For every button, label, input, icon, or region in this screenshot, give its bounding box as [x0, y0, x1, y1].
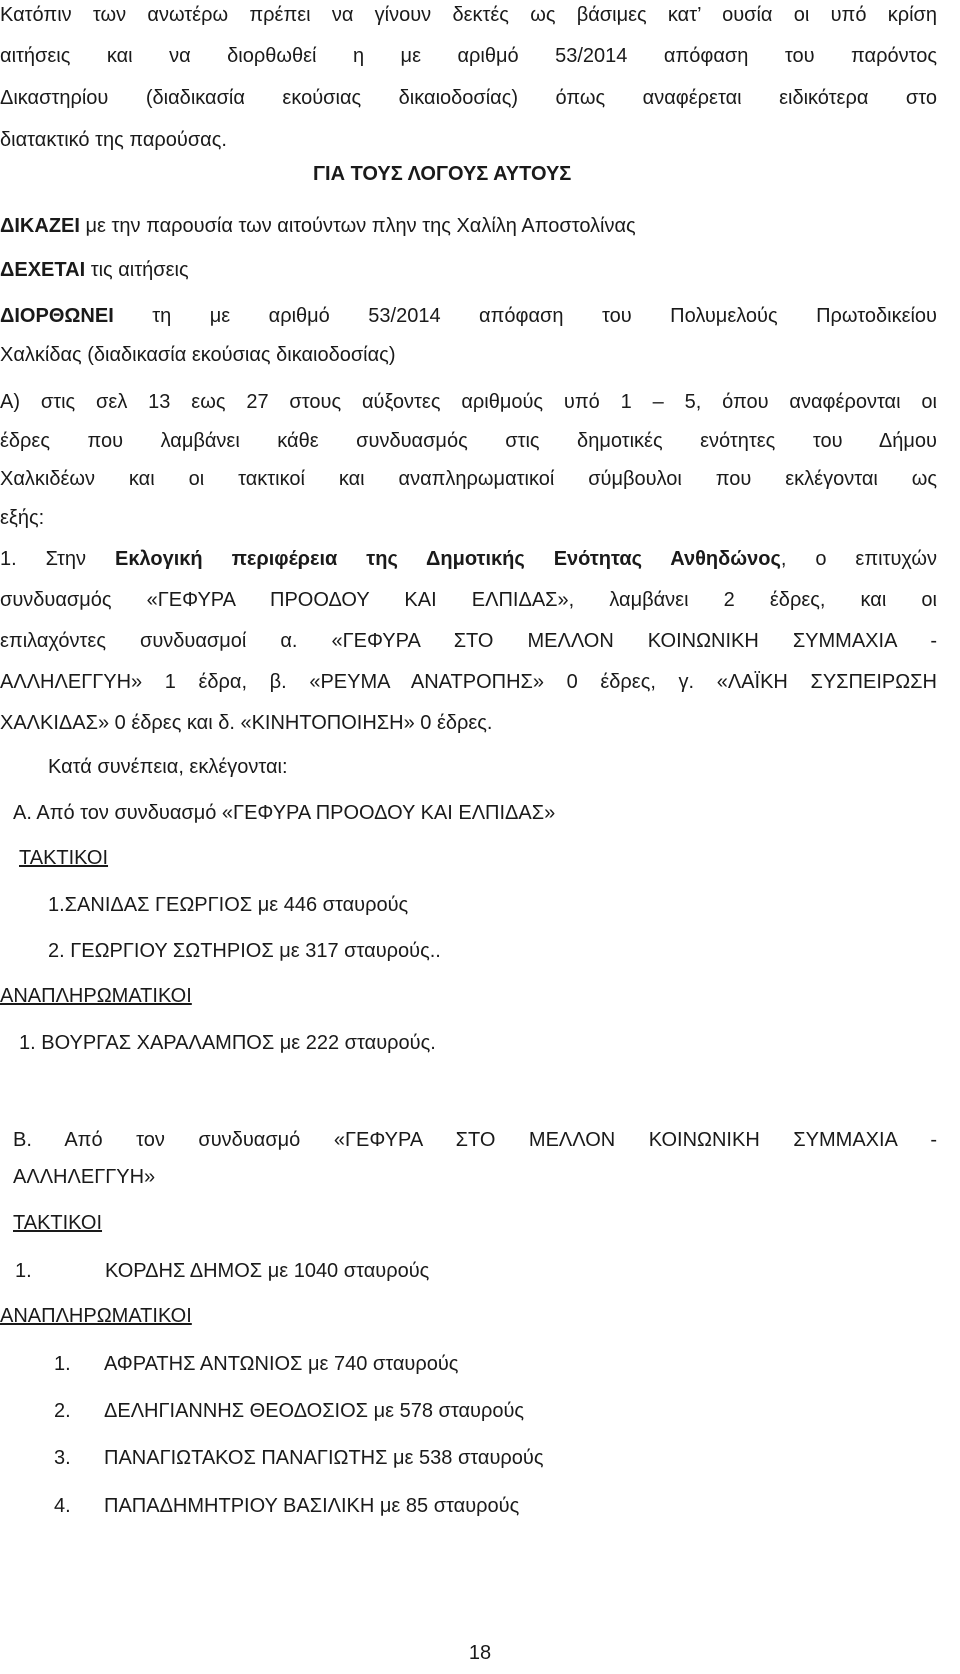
section-heading [313, 161, 571, 187]
dexetai-line [0, 257, 189, 283]
coalition-a-regular-label: ΤΑΚΤΙΚΟΙ [19, 847, 109, 869]
heading-text: ΓΙΑ ΤΟΥΣ ΛΟΓΟΥΣ ΑΥΤΟΥΣ [313, 163, 572, 185]
list-number: 1. [54, 1353, 71, 1375]
list-number: 1. [15, 1260, 32, 1282]
dexetai-keyword: ΔΕΧΕΤΑΙ [0, 259, 86, 281]
list-text: ΠΑΝΑΓΙΩΤΑΚΟΣ ΠΑΝΑΓΙΩΤΗΣ με 538 σταυρούς [104, 1447, 544, 1469]
coalition-b-substitute-2 [54, 1398, 524, 1424]
intro-line-3: Δικαστηρίου (διαδικασία εκούσιας δικαιοδοσίας) όπως αναφέρεται ειδικότερα στο [0, 87, 937, 109]
dexetai-text: τις αιτήσεις [85, 259, 189, 281]
item1-suffix: , ο επιτυχών [780, 548, 937, 570]
coalition-b-title-line-1: Β. Από τον συνδυασμό «ΓΕΦΥΡΑ ΣΤΟ ΜΕΛΛΟΝ ΚΟΙΝΩΝΙΚΗ ΣΥΜΜΑΧΙΑ - [13, 1129, 937, 1151]
coalition-a-regular-1: 1.ΣΑΝΙΔΑΣ ΓΕΩΡΓΙΟΣ με 446 σταυρούς [48, 894, 409, 916]
section-a-line-4: εξής: [0, 507, 45, 529]
coalition-a-substitute-1: 1. ΒΟΥΡΓΑΣ ΧΑΡΑΛΑΜΠΟΣ με 222 σταυρούς. [19, 1032, 436, 1054]
coalition-b-substitute-label: ΑΝΑΠΛΗΡΩΜΑΤΙΚΟΙ [0, 1305, 192, 1327]
diorthonei-text: τη με αριθμό 53/2014 απόφαση του Πολυμελούς Πρωτοδικείου [113, 305, 937, 327]
section-a-line-2: έδρες που λαμβάνει κάθε συνδυασμός στις δημοτικές ενότητες του Δήμου [0, 430, 937, 452]
item1-line-2: συνδυασμός «ΓΕΦΥΡΑ ΠΡΟΟΔΟΥ ΚΑΙ ΕΛΠΙΔΑΣ», λαμβάνει 2 έδρες, και οι [0, 589, 937, 611]
intro-line-1: Κατόπιν των ανωτέρω πρέπει να γίνουν δεκτές ως βάσιμες κατ’ ουσία οι υπό κρίση [0, 4, 937, 26]
coalition-b-substitute-4 [54, 1493, 519, 1519]
list-number: 3. [54, 1447, 71, 1469]
dikazei-keyword: ΔΙΚΑΖΕΙ [0, 215, 80, 237]
coalition-a-regular-2: 2. ΓΕΩΡΓΙΟΥ ΣΩΤΗΡΙΟΣ με 317 σταυρούς.. [48, 940, 441, 962]
section-a-line-1: Α) στις σελ 13 εως 27 στους αύξοντες αριθμούς υπό 1 – 5, όπου αναφέρονται οι [0, 391, 937, 413]
item1-line-3: επιλαχόντες συνδυασμοί α. «ΓΕΦΥΡΑ ΣΤΟ ΜΕΛΛΟΝ ΚΟΙΝΩΝΙΚΗ ΣΥΜΜΑΧΙΑ - [0, 630, 937, 652]
list-text: ΠΑΠΑΔΗΜΗΤΡΙΟΥ ΒΑΣΙΛΙΚΗ με 85 σταυρούς [104, 1495, 520, 1517]
diorthonei-keyword: ΔΙΟΡΘΩΝΕΙ [0, 305, 114, 327]
item1-line-5: ΧΑΛΚΙΔΑΣ» 0 έδρες και δ. «ΚΙΝΗΤΟΠΟΙΗΣΗ» 0 έδρες. [0, 712, 493, 734]
item1-line-4: ΑΛΛΗΛΕΓΓΥΗ» 1 έδρα, β. «ΡΕΥΜΑ ΑΝΑΤΡΟΠΗΣ» 0 έδρες, γ. «ΛΑΪΚΗ ΣΥΣΠΕΙΡΩΣΗ [0, 671, 937, 693]
intro-line-2: αιτήσεις και να διορθωθεί η με αριθμό 53/2014 απόφαση του παρόντος [0, 45, 937, 67]
section-a-line-3: Χαλκιδέων και οι τακτικοί και αναπληρωματικοί σύμβουλοι που εκλέγονται ως [0, 468, 937, 490]
coalition-a-substitute-label: ΑΝΑΠΛΗΡΩΜΑΤΙΚΟΙ [0, 985, 192, 1007]
coalition-b-substitute-3 [54, 1445, 544, 1471]
diorthonei-line-1 [0, 303, 937, 329]
dikazei-text: με την παρουσία των αιτούντων πλην της Χαλίλη Αποστολίνας [79, 215, 636, 237]
diorthonei-line-2: Χαλκίδας (διαδικασία εκούσιας δικαιοδοσίας) [0, 344, 396, 366]
page-number: 18 [468, 1642, 492, 1664]
coalition-b-title-line-2: ΑΛΛΗΛΕΓΓΥΗ» [13, 1166, 156, 1188]
coalition-b-regular-1 [15, 1258, 429, 1284]
dikazei-line [0, 213, 636, 239]
consequently-line: Κατά συνέπεια, εκλέγονται: [48, 756, 288, 778]
list-text: ΑΦΡΑΤΗΣ ΑΝΤΩΝΙΟΣ με 740 σταυρούς [104, 1353, 459, 1375]
list-text: ΔΕΛΗΓΙΑΝΝΗΣ ΘΕΟΔΟΣΙΟΣ με 578 σταυρούς [104, 1400, 525, 1422]
list-number: 4. [54, 1495, 71, 1517]
coalition-b-regular-label: ΤΑΚΤΙΚΟΙ [13, 1212, 103, 1234]
item1-prefix: 1. Στην [0, 548, 115, 570]
list-text: ΚΟΡΔΗΣ ΔΗΜΟΣ με 1040 σταυρούς [105, 1260, 430, 1282]
intro-line-4: διατακτικό της παρούσας. [0, 129, 227, 151]
item1-bold: Εκλογική περιφέρεια της Δημοτικής Ενότητας Ανθηδώνος [115, 548, 781, 570]
list-number: 2. [54, 1400, 71, 1422]
coalition-a-title: Α. Από τον συνδυασμό «ΓΕΦΥΡΑ ΠΡΟΟΔΟΥ ΚΑΙ ΕΛΠΙΔΑΣ» [13, 802, 556, 824]
coalition-b-substitute-1 [54, 1351, 458, 1377]
item1-line-1 [0, 546, 937, 572]
